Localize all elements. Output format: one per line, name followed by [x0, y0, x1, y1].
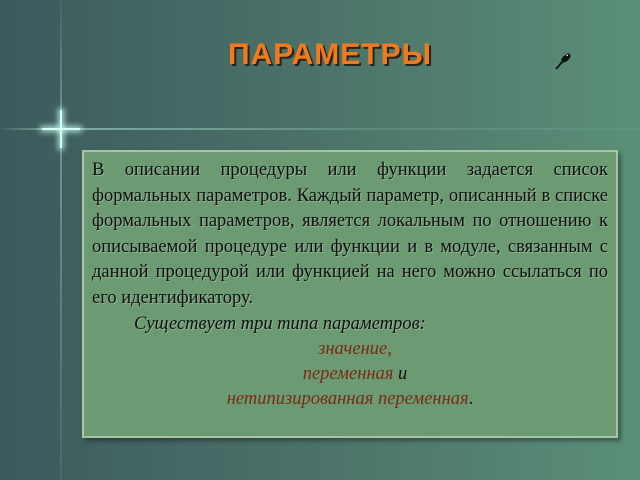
decor-vertical-line [60, 0, 62, 480]
types-intro: Существует три типа параметров: [134, 313, 426, 334]
pushpin-icon [552, 50, 574, 72]
body-paragraph: В описании процедуры или функции задается список формальных параметров. Каждый параметр, описанный в списке формальных параметров, является локальным по отношению к описываемой процедуре или функции и в модуле, связанным с данной процедурой или функцией на него можно ссылаться по его идентификатору. [92, 160, 608, 308]
conjunction-text: и [398, 364, 408, 385]
sparkle-icon [42, 110, 80, 148]
type-value: значение, [318, 339, 392, 360]
decor-horizontal-line [0, 128, 640, 130]
type-variable-line [92, 362, 608, 387]
type-variable: переменная [302, 364, 394, 385]
content-panel [82, 150, 618, 438]
parameter-types-list [92, 337, 608, 412]
slide-title: ПАРАМЕТРЫ [228, 38, 432, 71]
type-untyped: нетипизированная переменная [226, 389, 469, 410]
sentence-end: . [468, 389, 474, 410]
type-untyped-line [92, 387, 608, 412]
